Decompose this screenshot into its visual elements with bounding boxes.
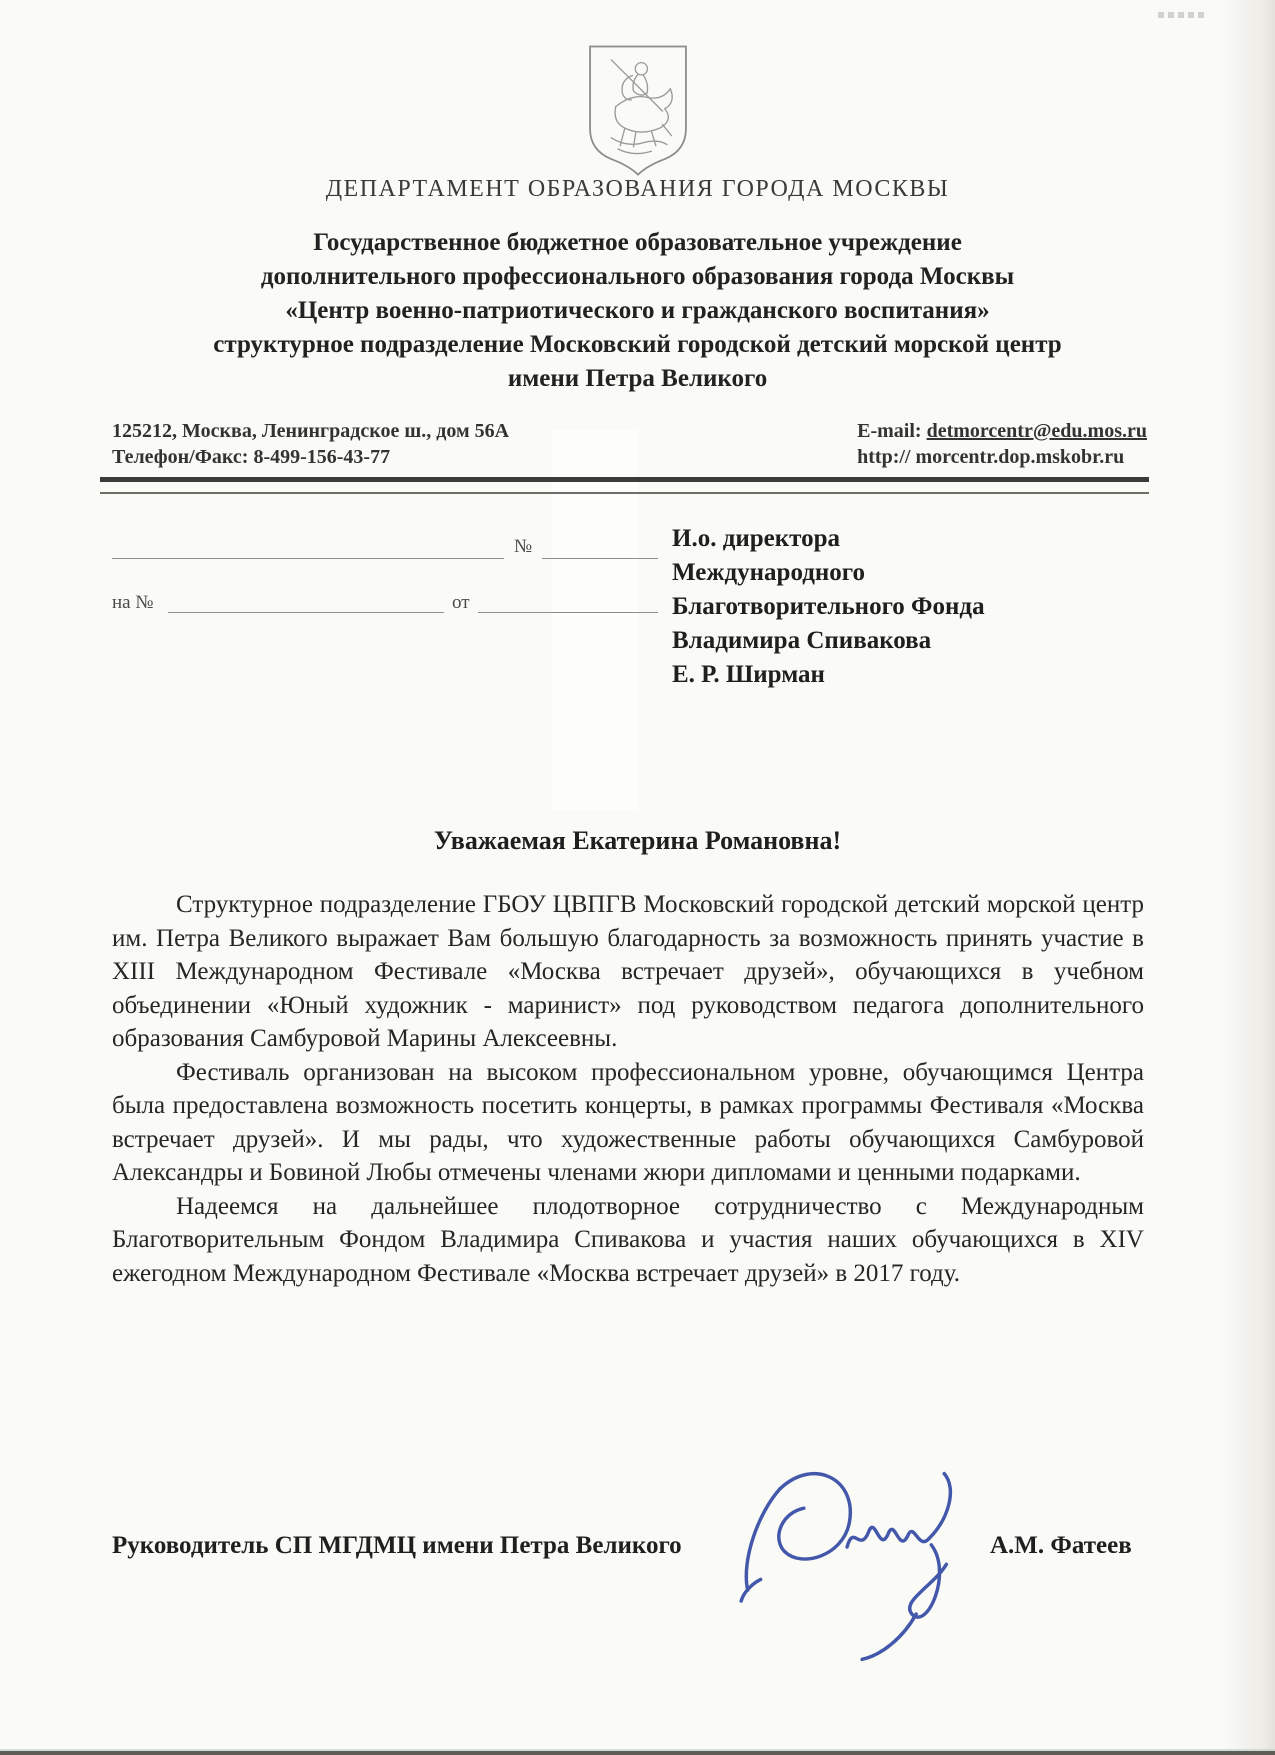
postal-address: 125212, Москва, Ленинградское ш., дом 56А (112, 420, 510, 442)
scan-bottom-edge (0, 1751, 1275, 1755)
org-line: Государственное бюджетное образовательное учреждение (313, 229, 962, 256)
recipient-line: Е. Р. Ширман (672, 661, 825, 688)
reference-fields-zone (112, 520, 1147, 720)
body-paragraph: Надеемся на дальнейшее плодотворное сотрудничество с Международным Благотворительным Фондом Владимира Спивакова и участия наших обучающихся в XIV ежегодном Международном Фестивале «Москва встречает друзей» в 2017 году. (112, 1192, 1144, 1287)
signer-name: А.М. Фатеев (990, 1532, 1132, 1559)
incoming-date-blank-line (478, 612, 658, 613)
moscow-coat-of-arms-icon (582, 42, 694, 178)
scan-artifact-mark (1158, 12, 1204, 18)
signer-title: Руководитель СП МГДМЦ имени Петра Великого (112, 1532, 682, 1559)
outgoing-date-blank-line (112, 558, 504, 559)
recipient-address-block (672, 522, 985, 692)
header-divider-thick-rule (100, 477, 1149, 482)
incoming-number-label: на № (112, 592, 154, 613)
recipient-line: Международного (672, 559, 866, 586)
email-line (857, 418, 1147, 444)
email-address: detmorcentr@edu.mos.ru (926, 420, 1147, 442)
body-paragraph: Структурное подразделение ГБОУ ЦВПГВ Московский городской детский морской центр им. Петра Великого выражает Вам большую благодарность за возможность принять участие в XIII Международном Фестивале «Москва встречает друзей», обучающихся в учебном объединении «Юный художник - маринист» под руководством педагога дополнительного образования Самбуровой Марины Алексеевны. (112, 891, 1144, 1052)
recipient-line: Владимира Спивакова (672, 627, 932, 654)
incoming-date-label: от (452, 592, 470, 613)
contact-web-block (857, 418, 1147, 470)
phone-fax: Телефон/Факс: 8-499-156-43-77 (112, 446, 391, 468)
salutation-line: Уважаемая Екатерина Романовна! (433, 826, 842, 855)
contact-info-row (112, 418, 1147, 470)
letter-body (112, 888, 1144, 1290)
org-line: «Центр военно-патриотического и гражданского воспитания» (285, 297, 990, 324)
contact-address-block (112, 418, 509, 470)
org-line: структурное подразделение Московский городской детский морской центр (213, 331, 1062, 358)
outgoing-number-label: № (514, 536, 533, 557)
website-url: http:// morcentr.dop.mskobr.ru (857, 446, 1125, 468)
org-line: имени Петра Великого (507, 365, 768, 392)
header-divider-thin-rule (100, 492, 1149, 494)
outgoing-number-blank-line (542, 558, 658, 559)
recipient-line: И.о. директора (672, 525, 841, 552)
org-line: дополнительного профессионального образования города Москвы (260, 263, 1015, 290)
handwritten-signature-icon (730, 1452, 990, 1668)
organization-name-block (70, 226, 1205, 396)
email-label: E-mail: (857, 420, 927, 442)
body-paragraph: Фестиваль организован на высоком профессиональном уровне, обучающимся Центра была предоставлена возможность посетить концерты, в рамках программы Фестиваля «Москва встречает друзей». И мы рады, что художественные работы обучающихся Самбуровой Александры и Бовиной Любы отмечены членами жюри дипломами и ценными подарками. (112, 1058, 1144, 1186)
recipient-line: Благотворительного Фонда (672, 593, 985, 620)
signature-row (112, 1470, 1175, 1670)
incoming-number-blank-line (168, 612, 444, 613)
department-title: ДЕПАРТАМЕНТ ОБРАЗОВАНИЯ ГОРОДА МОСКВЫ (325, 176, 950, 202)
